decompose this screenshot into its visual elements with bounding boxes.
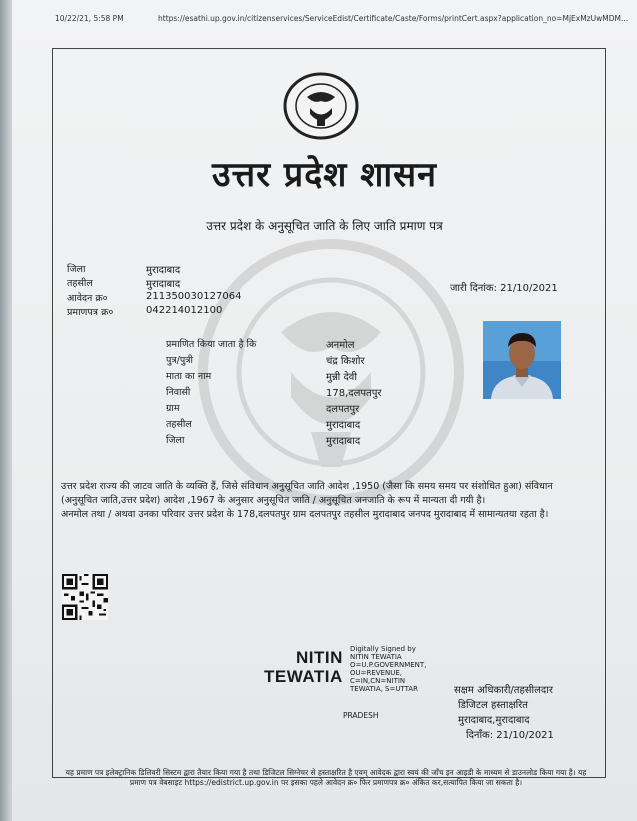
person-value-name: अनमोल: [326, 340, 355, 351]
applicant-photo: [483, 321, 561, 399]
authority-date: दिनाँक: 21/10/2021: [466, 730, 554, 741]
person-value-district: मुरादाबाद: [326, 436, 361, 447]
field-label-tehsil: तहसील: [67, 278, 93, 289]
document-title: उत्तर प्रदेश शासन: [211, 155, 437, 195]
field-label-application-no: आवेदन क्र०: [67, 293, 108, 304]
person-label-village: ग्राम: [166, 403, 180, 414]
body-paragraph-residence: अनमोल तथा / अथवा उनका परिवार उत्तर प्रदेश के 178,दलपतपुर ग्राम दलपतपुर तहसील मुरादाबाद जनपद मुरादाबाद में सामान्यतया रहता है।: [61, 509, 549, 520]
print-header: [12, 0, 637, 30]
certificate-page: [12, 0, 637, 821]
digital-signature-details: Digitally Signed by NITIN TEWATIA O=U.P.GOVERNMENT, OU=REVENUE, C=IN,CN=NITIN TEWATIA, S=UTTAR: [350, 645, 427, 693]
qr-code: [62, 574, 108, 620]
person-label-mother: माता का नाम: [166, 371, 212, 382]
field-label-district: जिला: [67, 264, 86, 275]
field-value-district: मुरादाबाद: [146, 265, 181, 276]
person-value-mother: मुन्नी देवी: [326, 372, 357, 383]
signatory-name-last: TEWATIA: [264, 667, 343, 686]
field-label-certificate-no: प्रमाणपत्र क्र०: [67, 307, 114, 318]
person-value-tehsil: मुरादाबाद: [326, 420, 361, 431]
verification-footer: यह प्रमाण पत्र इलेक्ट्रानिक डिलिवरी सिस्टम द्वारा तैयार किया गया है तथा डिजिटल सिग्नेचर से हस्ताक्षरित है एवम् आवेदक द्वारा स्वयं की जाँच इन आइडी के माध्यम से डाउनलोड किया गया है। यह प्रमाण पत्र वेबसाइट https://edistrict.up.gov.in पर इसका पहले आवेदन क्र० फिर प्रमाणपत्र क्र० अंकित कर,सत्यापित किया जा सकता है।: [65, 768, 587, 787]
person-label-son-of: पुत्र/पुत्री: [166, 355, 193, 366]
signature-state: PRADESH: [343, 711, 379, 720]
document-subtitle: उत्तर प्रदेश के अनुसूचित जाति के लिए जाति प्रमाण पत्र: [206, 219, 443, 233]
person-label-district: जिला: [166, 435, 185, 446]
authority-digital-signed: डिजिटल हस्ताक्षरित: [458, 700, 528, 711]
field-value-tehsil: मुरादाबाद: [146, 279, 181, 290]
field-value-application-no: 211350030127064: [146, 291, 242, 302]
person-value-resident: 178,दलपतपुर: [326, 388, 382, 399]
certificate-body: [61, 480, 581, 522]
person-value-village: दलपतपुर: [326, 404, 360, 415]
field-value-certificate-no: 042214012100: [146, 305, 223, 316]
person-label-certified: प्रमाणित किया जाता है कि: [166, 339, 257, 350]
person-label-tehsil: तहसील: [166, 419, 192, 430]
signatory-name-first: NITIN: [296, 648, 343, 667]
print-timestamp: 10/22/21, 5:58 PM: [55, 14, 124, 23]
issue-date: जारी दिनांक: 21/10/2021: [450, 283, 558, 294]
authority-designation: सक्षम अधिकारी/तहसीलदार: [454, 685, 553, 696]
authority-location: मुरादाबाद,मुरादाबाद: [458, 715, 530, 726]
person-label-resident: निवासी: [166, 387, 191, 398]
print-url: https://esathi.up.gov.in/citizenservices/ServiceEdist/Certificate/Caste/Forms/printCert.aspx?application_no=MjExMzUwMDM...: [158, 14, 629, 23]
person-value-father: चंद्र किशोर: [326, 356, 365, 367]
issuing-authority: [454, 683, 554, 743]
body-paragraph-caste: उत्तर प्रदेश राज्य की जाटव जाति के व्यक्ति हैं, जिसे संविधान अनुसूचित जाति आदेश ,1950 (जैसा कि समय समय पर संशोधित हुआ) संविधान (अनुसूचित जाति,उत्तर प्रदेश) आदेश ,1967 के अनुसार अनुसूचित जाति / अनुसूचित जनजाति के रूप में मान्यता दी गयी है।: [61, 481, 553, 506]
up-government-emblem-icon: [281, 71, 361, 141]
